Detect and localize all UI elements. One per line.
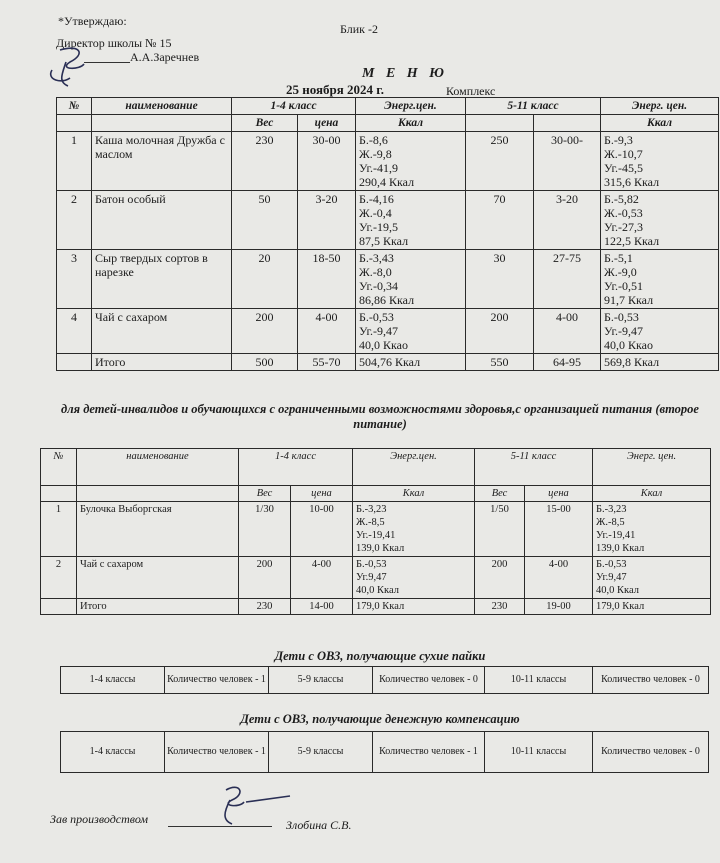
nutrition-line: Б.-0,53 xyxy=(356,559,387,570)
col-num-header: № xyxy=(57,98,92,115)
nutrition-line: Ж.-10,7 xyxy=(604,147,643,161)
cell-name: Сыр твердых сортов в нарезке xyxy=(92,250,232,309)
comp-grade59-label: 5-9 классы xyxy=(269,732,373,773)
col-name-header: наименование xyxy=(92,98,232,115)
cell-p1: 3-20 xyxy=(298,191,356,250)
section2-title: для детей-инвалидов и обучающихся с ограниченными возможностями здоровья,с организацией питания (второе питание) xyxy=(61,402,699,431)
cell-num: 3 xyxy=(57,250,92,309)
cell-p1: 4-00 xyxy=(291,557,353,599)
table-total-row xyxy=(57,354,719,371)
table-row xyxy=(41,502,711,557)
nutrition-line: Ж.-9,0 xyxy=(604,265,637,279)
t2-col-weight-header: Вес xyxy=(239,486,291,502)
col-weight-header: Вес xyxy=(232,115,298,132)
cell-w1: 1/30 xyxy=(239,502,291,557)
nutrition-line: Уг.-0,51 xyxy=(604,279,644,293)
total-weight1: 500 xyxy=(232,354,298,371)
dry-grade1011-count: Количество человек - 0 xyxy=(593,667,709,694)
nutrition-line: 86,86 Ккал xyxy=(359,293,415,307)
t2-col-grade511-header: 5-11 класс xyxy=(475,449,593,486)
col-kcal1-header: Ккал xyxy=(356,115,466,132)
cell-w2: 200 xyxy=(466,309,534,354)
cell-e2 xyxy=(601,191,719,250)
total-energy1: 504,76 Ккал xyxy=(356,354,466,371)
table-row xyxy=(57,132,719,191)
nutrition-line: Б.-0,53 xyxy=(596,559,627,570)
section4-title: Дети с ОВЗ, получающие денежную компенсацию xyxy=(240,712,520,726)
complex-label: Комплекс xyxy=(446,84,496,98)
cell-w1: 20 xyxy=(232,250,298,309)
cell-num: 2 xyxy=(57,191,92,250)
cell-p1: 4-00 xyxy=(298,309,356,354)
t2-col-kcal1-header: Ккал xyxy=(353,486,475,502)
nutrition-line: Б.-9,3 xyxy=(604,133,633,147)
total-price2: 64-95 xyxy=(534,354,601,371)
total-energy2: 569,8 Ккал xyxy=(601,354,719,371)
t2-total-energy2: 179,0 Ккал xyxy=(593,599,711,615)
nutrition-line: 139,0 Ккал xyxy=(596,543,645,554)
t2-col-price-header: цена xyxy=(291,486,353,502)
cell-e1 xyxy=(356,132,466,191)
dry-grade59-count: Количество человек - 0 xyxy=(373,667,485,694)
cell-name: Каша молочная Дружба с маслом xyxy=(92,132,232,191)
nutrition-line: 87,5 Ккал xyxy=(359,234,409,248)
comp-grade1011-count: Количество человек - 0 xyxy=(593,732,709,773)
cell-name: Батон особый xyxy=(92,191,232,250)
t2-total-weight2: 230 xyxy=(475,599,525,615)
cell-e2 xyxy=(593,557,711,599)
cell-e2 xyxy=(593,502,711,557)
nutrition-line: 40,0 Ккал xyxy=(596,585,639,596)
comp-grade14-count: Количество человек - 1 xyxy=(165,732,269,773)
nutrition-line: 139,0 Ккал xyxy=(356,543,405,554)
approve-label: *Утверждаю: xyxy=(58,14,127,28)
cell-w1: 230 xyxy=(232,132,298,191)
nutrition-line: Уг.9,47 xyxy=(356,572,387,583)
main-menu-table xyxy=(56,97,719,371)
nutrition-line: Б.-5,82 xyxy=(604,192,639,206)
nutrition-line: Уг.-19,41 xyxy=(596,530,636,541)
nutrition-line: 91,7 Ккал xyxy=(604,293,654,307)
nutrition-line: Уг.-27,3 xyxy=(604,220,644,234)
cell-num: 1 xyxy=(57,132,92,191)
nutrition-line: Уг.-19,41 xyxy=(356,530,396,541)
col-grade14-header: 1-4 класс xyxy=(232,98,356,115)
t2-col-name-header: наименование xyxy=(77,449,239,486)
footer-role: Зав производством xyxy=(50,812,149,826)
nutrition-line: Уг.-0,34 xyxy=(359,279,399,293)
total-label: Итого xyxy=(92,354,232,371)
nutrition-line: Ж.-8,5 xyxy=(596,517,625,528)
col-energy2-header: Энерг. цен. xyxy=(601,98,719,115)
cell-num: 1 xyxy=(41,502,77,557)
director-name: А.А.Заречнев xyxy=(130,50,200,64)
director-signature xyxy=(40,40,120,90)
section3-title: Дети с ОВЗ, получающие сухие пайки xyxy=(274,649,486,663)
cell-w1: 200 xyxy=(239,557,291,599)
t2-total-price2: 19-00 xyxy=(525,599,593,615)
nutrition-line: Уг.9,47 xyxy=(596,572,627,583)
nutrition-line: 40,0 Ккал xyxy=(356,585,399,596)
compensation-table xyxy=(60,731,709,773)
cell-e2 xyxy=(601,309,719,354)
t2-total-weight1: 230 xyxy=(239,599,291,615)
nutrition-line: Уг.-41,9 xyxy=(359,161,399,175)
col-energy1-header: Энерг.цен. xyxy=(356,98,466,115)
page-title: М Е Н Ю xyxy=(362,66,448,81)
dry-ration-row xyxy=(61,667,709,694)
cell-p2: 30-00- xyxy=(534,132,601,191)
cell-name: Чай с сахаром xyxy=(77,557,239,599)
nutrition-line: 40,0 Ккао xyxy=(359,338,408,352)
nutrition-line: Б.-0,53 xyxy=(604,310,639,324)
cell-p1: 30-00 xyxy=(298,132,356,191)
table-row xyxy=(57,191,719,250)
cell-e1 xyxy=(353,502,475,557)
nutrition-line: Уг.-9,47 xyxy=(604,324,644,338)
cell-p2: 27-75 xyxy=(534,250,601,309)
cell-name: Булочка Выборгская xyxy=(77,502,239,557)
table-subheader-row xyxy=(57,115,719,132)
nutrition-line: 122,5 Ккал xyxy=(604,234,660,248)
nutrition-line: Ж.-0,4 xyxy=(359,206,392,220)
nutrition-line: 40,0 Ккао xyxy=(604,338,653,352)
dry-grade1011-label: 10-11 классы xyxy=(485,667,593,694)
t2-total-price1: 14-00 xyxy=(291,599,353,615)
dry-ration-table xyxy=(60,666,709,694)
menu-date: 25 ноября 2024 г. xyxy=(286,82,384,97)
t2-total-energy1: 179,0 Ккал xyxy=(353,599,475,615)
cell-e1 xyxy=(356,250,466,309)
cell-w2: 70 xyxy=(466,191,534,250)
t2-total-label: Итого xyxy=(77,599,239,615)
total-price1: 55-70 xyxy=(298,354,356,371)
second-meal-table xyxy=(40,448,711,615)
table2-total-row xyxy=(41,599,711,615)
comp-grade59-count: Количество человек - 1 xyxy=(373,732,485,773)
col-grade511-header: 5-11 класс xyxy=(466,98,601,115)
col-price-header: цена xyxy=(298,115,356,132)
table-row xyxy=(57,250,719,309)
cell-p1: 10-00 xyxy=(291,502,353,557)
footer-name: Злобина С.В. xyxy=(286,818,352,832)
nutrition-line: Б.-3,23 xyxy=(356,504,387,515)
table2-subheader-row xyxy=(41,486,711,502)
nutrition-line: Ж.-8,5 xyxy=(356,517,385,528)
table2-header-row xyxy=(41,449,711,486)
nutrition-line: Ж.-0,53 xyxy=(604,206,643,220)
nutrition-line: Уг.-9,47 xyxy=(359,324,399,338)
t2-col-weight2-header: Вес xyxy=(475,486,525,502)
t2-col-num-header: № xyxy=(41,449,77,486)
t2-col-kcal2-header: Ккал xyxy=(593,486,711,502)
table-row xyxy=(57,309,719,354)
nutrition-line: Уг.-19,5 xyxy=(359,220,399,234)
nutrition-line: Б.-3,43 xyxy=(359,251,394,265)
cell-p2: 3-20 xyxy=(534,191,601,250)
cell-p1: 18-50 xyxy=(298,250,356,309)
footer-signature xyxy=(206,780,296,830)
cell-e2 xyxy=(601,250,719,309)
cell-w2: 200 xyxy=(475,557,525,599)
table-row xyxy=(41,557,711,599)
cell-w2: 250 xyxy=(466,132,534,191)
cell-w2: 1/50 xyxy=(475,502,525,557)
dry-grade14-label: 1-4 классы xyxy=(61,667,165,694)
cell-e1 xyxy=(353,557,475,599)
cell-w1: 200 xyxy=(232,309,298,354)
t2-col-grade14-header: 1-4 класс xyxy=(239,449,353,486)
cell-e2 xyxy=(601,132,719,191)
form-code: Блик -2 xyxy=(340,22,378,36)
cell-num: 2 xyxy=(41,557,77,599)
col-kcal2-header: Ккал xyxy=(601,115,719,132)
cell-p2: 4-00 xyxy=(534,309,601,354)
nutrition-line: Б.-5,1 xyxy=(604,251,633,265)
cell-e1 xyxy=(356,191,466,250)
t2-col-energy1-header: Энерг.цен. xyxy=(353,449,475,486)
compensation-row xyxy=(61,732,709,773)
total-weight2: 550 xyxy=(466,354,534,371)
cell-w2: 30 xyxy=(466,250,534,309)
cell-name: Чай с сахаром xyxy=(92,309,232,354)
table-header-row xyxy=(57,98,719,115)
nutrition-line: 290,4 Ккал xyxy=(359,175,415,189)
nutrition-line: Б.-4,16 xyxy=(359,192,394,206)
dry-grade59-label: 5-9 классы xyxy=(269,667,373,694)
nutrition-line: Уг.-45,5 xyxy=(604,161,644,175)
t2-col-energy2-header: Энерг. цен. xyxy=(593,449,711,486)
cell-e1 xyxy=(356,309,466,354)
nutrition-line: Б.-3,23 xyxy=(596,504,627,515)
nutrition-line: Ж.-9,8 xyxy=(359,147,392,161)
cell-p2: 4-00 xyxy=(525,557,593,599)
comp-grade14-label: 1-4 классы xyxy=(61,732,165,773)
director-label: Директор школы № 15 xyxy=(56,36,172,50)
cell-w1: 50 xyxy=(232,191,298,250)
t2-col-price2-header: цена xyxy=(525,486,593,502)
dry-grade14-count: Количество человек - 1 xyxy=(165,667,269,694)
cell-p2: 15-00 xyxy=(525,502,593,557)
nutrition-line: Б.-8,6 xyxy=(359,133,388,147)
nutrition-line: Ж.-8,0 xyxy=(359,265,392,279)
cell-num: 4 xyxy=(57,309,92,354)
nutrition-line: 315,6 Ккал xyxy=(604,175,660,189)
nutrition-line: Б.-0,53 xyxy=(359,310,394,324)
comp-grade1011-label: 10-11 классы xyxy=(485,732,593,773)
